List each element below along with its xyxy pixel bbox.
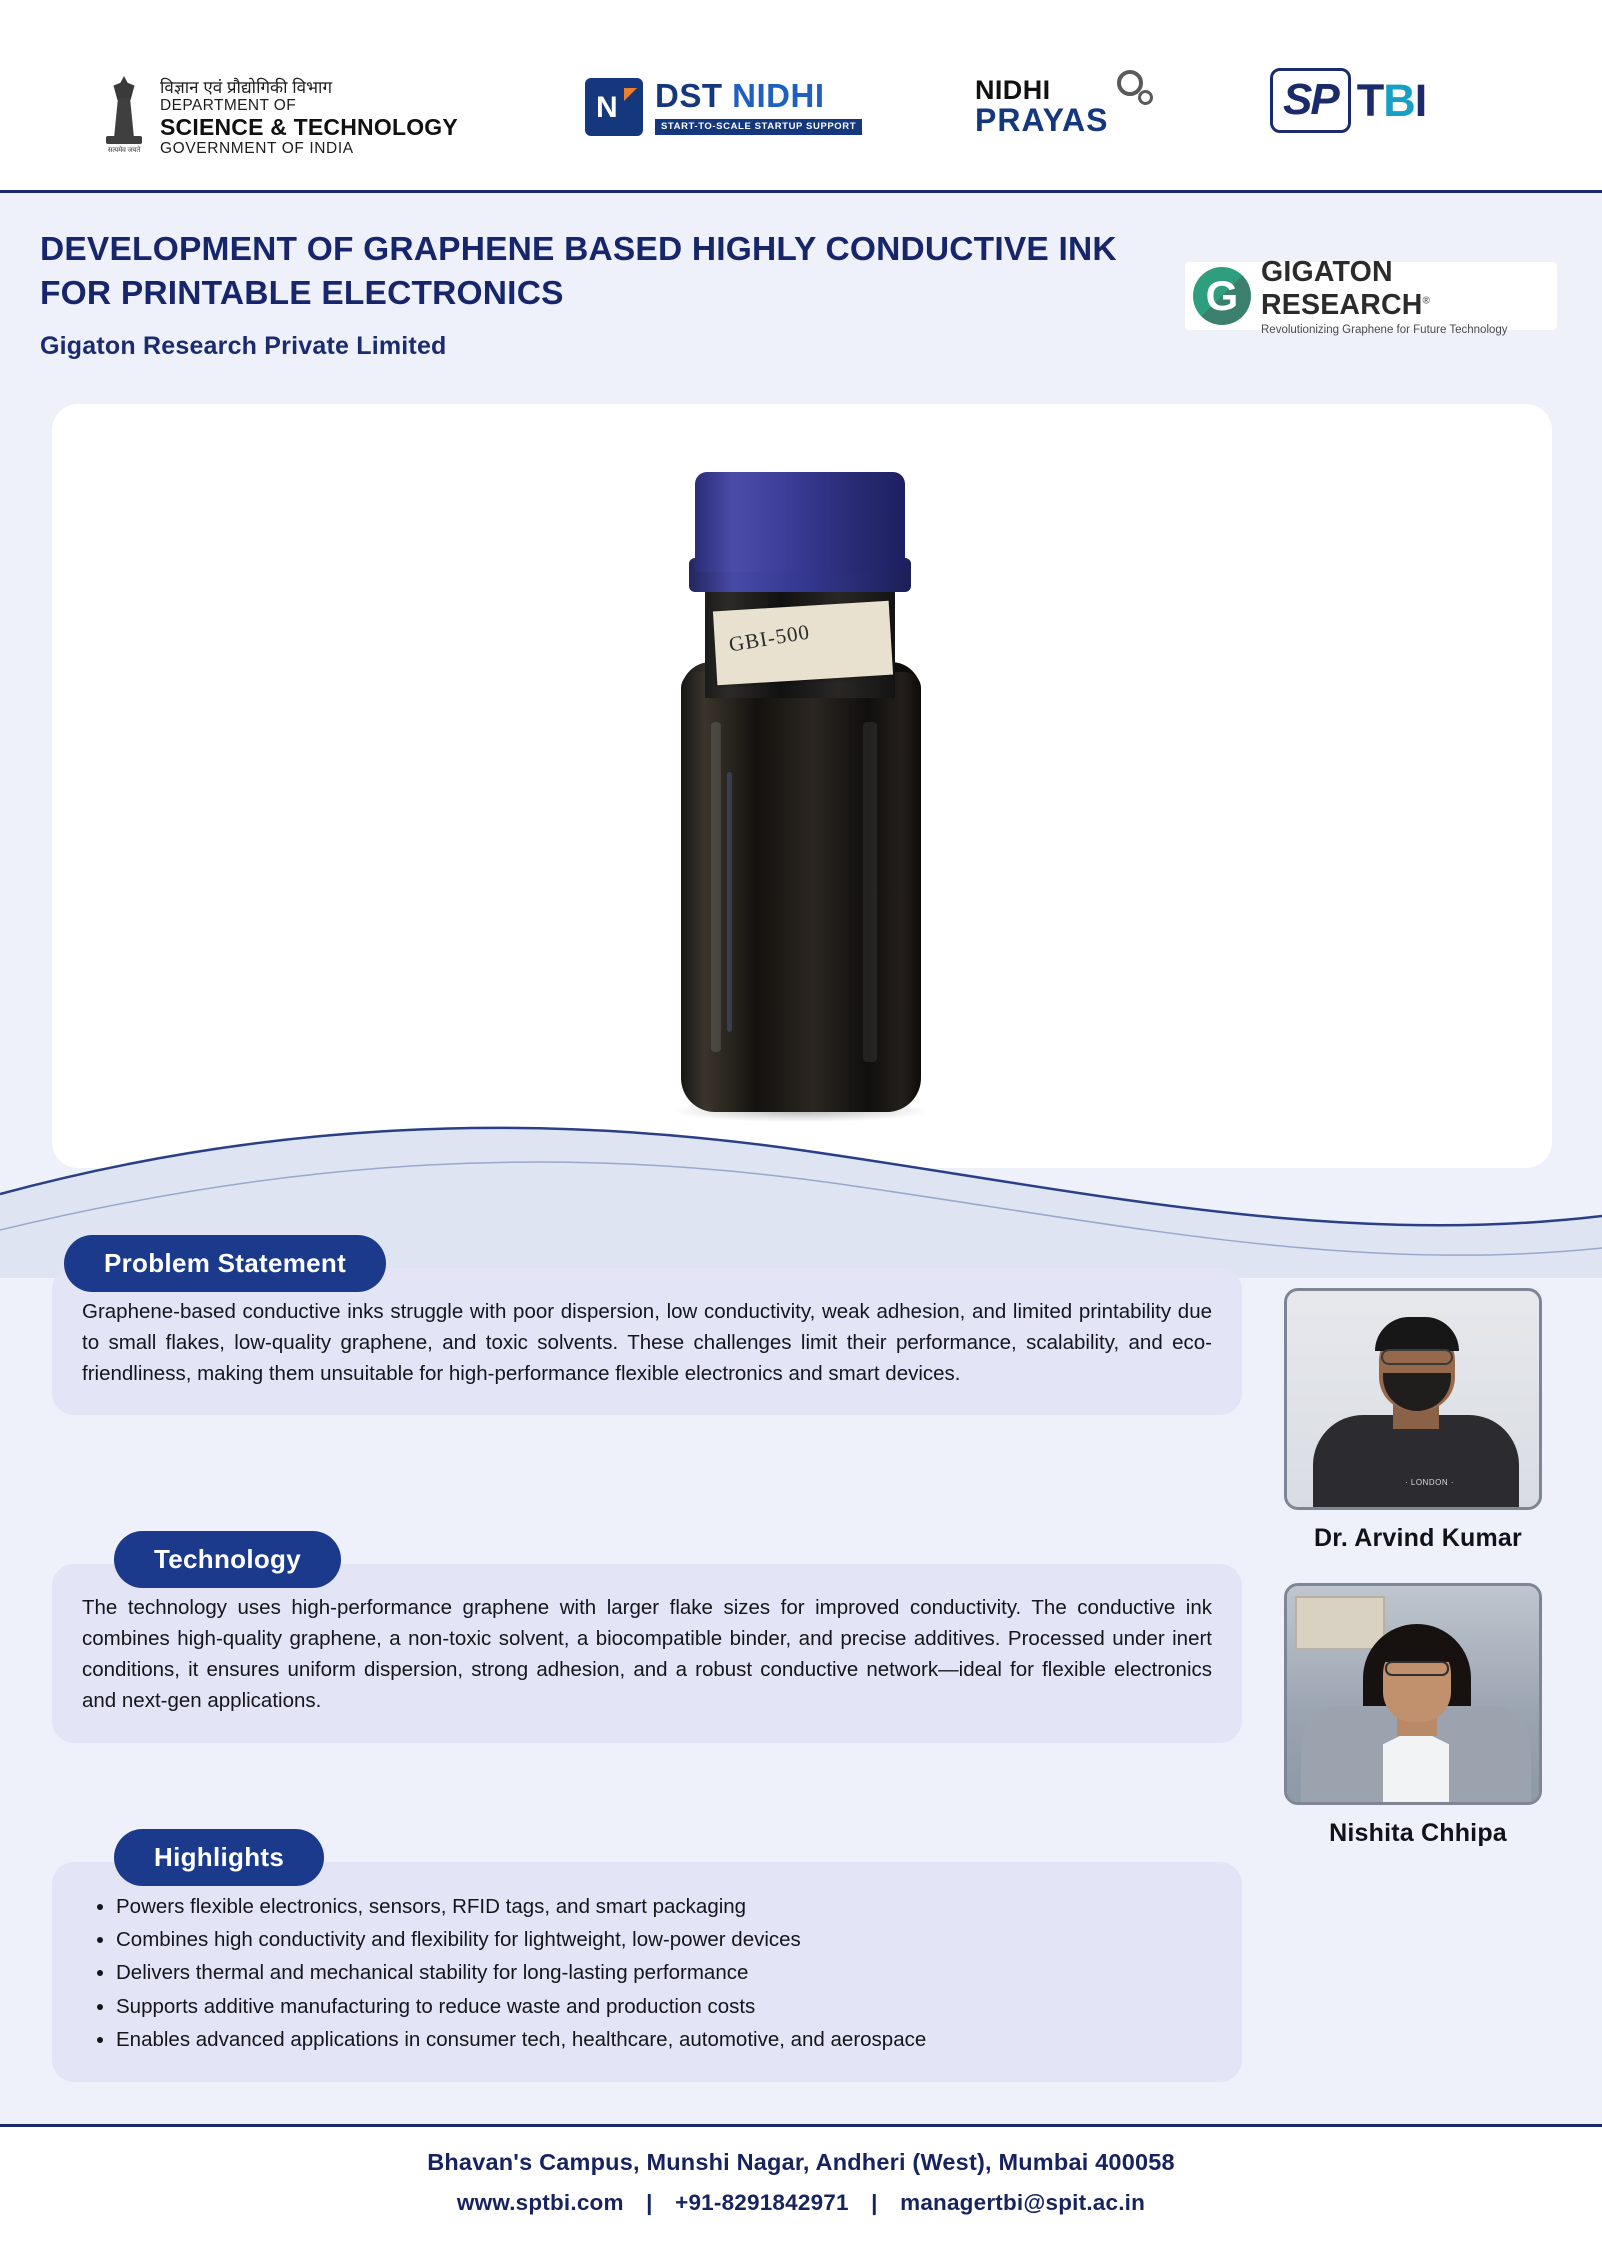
logo-nidhi-prayas [975,76,1108,138]
glasses-icon [1385,1661,1449,1676]
footer-separator-1: | [646,2190,653,2215]
section-heading-technology: Technology [114,1531,341,1588]
list-item: • Powers flexible electronics, sensors, RFID tags, and smart packaging [116,1890,1212,1923]
sptbi-letter-i: I [1414,74,1427,126]
avatar: · LONDON · [1284,1288,1542,1510]
emblem-motto-text: सत्यमेव जयते [107,147,141,154]
section-heading-highlights: Highlights [114,1829,324,1886]
nidhi-prayas-line1: NIDHI [975,75,1051,105]
footer-email-link[interactable]: managertbi@spit.ac.in [900,2190,1146,2215]
title-block [40,228,1180,361]
dst-nidhi-title-2: NIDHI [732,77,825,115]
page-title: DEVELOPMENT OF GRAPHENE BASED HIGHLY CONDUCTIVE INK FOR PRINTABLE ELECTRONICS [40,231,1117,313]
dst-government-text: GOVERNMENT OF INDIA [160,140,354,158]
gear-icon [1117,70,1155,108]
dst-nidhi-tagline: START-TO-SCALE STARTUP SUPPORT [655,119,862,135]
problem-statement-text: Graphene-based conductive inks struggle with poor dispersion, low conductivity, weak adhesion, and limited printability due to small flakes, low-quality graphene, and toxic solvents. These challenges limit their performance, scalability, and eco-friendliness, making them unsuitable for high-performance flexible electronics and smart devices. [82,1300,1212,1386]
product-image-card [52,404,1552,1168]
nidhi-arrow-icon: N [585,78,643,136]
registered-mark: ® [1422,295,1431,307]
gigaton-tagline: Revolutionizing Graphene for Future Technology [1261,324,1508,336]
list-item: • Supports additive manufacturing to reduce waste and production costs [116,1990,1212,2023]
team-column [1284,1288,1552,1878]
logo-gigaton-research [1185,256,1557,336]
team-member-name: Nishita Chhipa [1329,1819,1507,1847]
panel-highlights [52,1862,1242,2082]
footer-phone[interactable]: +91-8291842971 [675,2190,849,2215]
dst-nidhi-title-1: DST [655,77,723,115]
sptbi-letter-b: B [1383,74,1415,126]
dst-hindi-text: विज्ञान एवं प्रौद्योगिकी विभाग [160,78,333,98]
bottle-label-text: GBI-500 [727,619,812,657]
product-photo-ink-bottle [667,472,937,1112]
team-member-name: Dr. Arvind Kumar [1314,1524,1522,1552]
dst-name-text: SCIENCE & TECHNOLOGY [160,113,458,140]
panel-technology [52,1564,1242,1743]
bottle-label [713,601,893,686]
section-technology [52,1531,1242,1743]
highlights-list [82,1890,1212,2056]
sptbi-letter-t: T [1356,74,1384,126]
glasses-icon [1381,1349,1453,1365]
logo-dst-nidhi [585,78,862,136]
dst-department-text: DEPARTMENT OF [160,97,297,115]
sptbi-mark-text: SP [1283,75,1338,124]
header-divider [0,190,1602,193]
list-item: • Delivers thermal and mechanical stability for long-lasting performance [116,1956,1212,1989]
footer [0,2127,1602,2245]
nidhi-prayas-line2: PRAYAS [975,102,1109,139]
gigaton-monogram-icon [1193,267,1251,325]
footer-separator-2: | [871,2190,878,2215]
ashoka-emblem-icon [100,72,148,164]
list-item: • Enables advanced applications in consumer tech, healthcare, automotive, and aerospace [116,2023,1212,2056]
technology-text: The technology uses high-performance graphene with larger flake sizes for improved conductivity. The conductive ink combines high-quality graphene, a non-toxic solvent, a biocompatible binder, and precise additives. Processed under inert conditions, it ensures uniform dispersion, strong adhesion, and a robust conductive network—ideal for flexible electronics and next-gen applications. [82,1596,1212,1713]
gigaton-name-text: GIGATON RESEARCH [1261,256,1423,321]
section-highlights [52,1829,1242,2082]
section-problem-statement [52,1235,1242,1415]
footer-website-link[interactable]: www.sptbi.com [456,2190,624,2215]
logo-sptbi [1270,68,1426,133]
list-item: • Combines high conductivity and flexibility for lightweight, low-power devices [116,1923,1212,1956]
footer-address: Bhavan's Campus, Munshi Nagar, Andheri (West), Mumbai 400058 [427,2149,1175,2175]
company-name: Gigaton Research Private Limited [40,332,447,361]
avatar [1284,1583,1542,1805]
logo-dst-government [100,72,458,164]
section-heading-problem-statement: Problem Statement [64,1235,386,1292]
logo-bar [0,0,1602,190]
